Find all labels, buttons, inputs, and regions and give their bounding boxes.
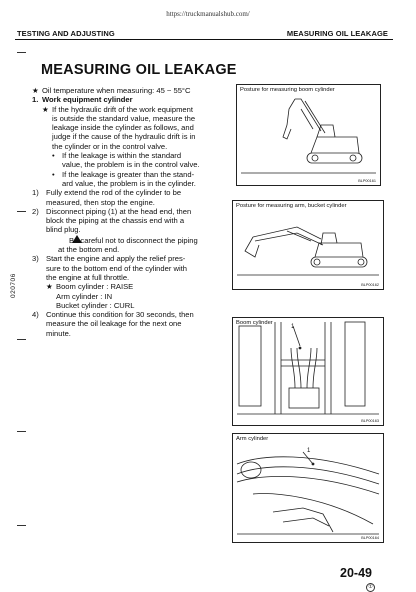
figure-title: Arm cylinder [236, 436, 269, 442]
text-line [32, 114, 224, 123]
line-text: sure to the bottom end of the cylinder with [46, 263, 187, 273]
figure-title: Posture for measuring boom cylinder [240, 87, 335, 93]
figure-code: BLP00163 [361, 419, 379, 423]
header-rule [15, 39, 393, 40]
text-line [32, 151, 224, 160]
text-line [32, 160, 224, 169]
text-line [32, 245, 224, 254]
line-text: Arm cylinder : IN [56, 291, 113, 301]
list-marker: 2) [32, 206, 39, 216]
figure-title: Boom cylinder [236, 320, 273, 326]
margin-mark [17, 52, 26, 53]
line-text: If the leakage is within the standard [62, 151, 182, 161]
figure-boom-cylinder [232, 317, 384, 426]
text-line [32, 310, 224, 319]
text-line [32, 207, 224, 216]
text-line [32, 282, 224, 291]
line-text: If the hydraulic drift of the work equipment [52, 104, 193, 114]
text-line [32, 301, 224, 310]
line-text: value, the problem is in the control valve. [62, 160, 200, 170]
line-text: minute. [46, 328, 71, 338]
procedure-text [32, 86, 224, 338]
margin-mark [17, 339, 26, 340]
callout-dot [299, 347, 302, 350]
text-line [32, 170, 224, 179]
figure-arm-bucket-posture [232, 200, 384, 290]
warning-icon [72, 235, 82, 243]
margin-mark [17, 431, 26, 432]
figure-boom-posture [236, 84, 381, 186]
text-line [32, 142, 224, 151]
text-line [32, 95, 224, 104]
text-line [32, 188, 224, 197]
text-line [32, 273, 224, 282]
list-marker: ★ [32, 86, 39, 95]
header-section: TESTING AND ADJUSTING [17, 29, 115, 38]
line-text: ard value, the problem is in the cylinder. [62, 178, 196, 188]
callout-dot [312, 463, 315, 466]
text-line [32, 179, 224, 188]
text-line [32, 225, 224, 234]
line-text: at the bottom end. [58, 245, 120, 255]
source-url[interactable]: https://truckmanualshub.com/ [166, 10, 250, 18]
page-title: MEASURING OIL LEAKAGE [41, 62, 237, 78]
text-line [32, 132, 224, 141]
line-text: blind plug. [46, 225, 81, 235]
list-marker: 1) [32, 188, 39, 198]
line-text: measured, then stop the engine. [46, 197, 155, 207]
list-marker: • [52, 169, 55, 179]
figure-arm-cylinder [232, 433, 384, 543]
text-line [32, 235, 224, 245]
list-marker: ★ [42, 104, 49, 114]
line-text: the engine at full throttle. [46, 272, 130, 282]
boom-cylinder-piping-drawing [233, 318, 383, 425]
callout-number: 1 [307, 448, 311, 454]
line-text: Oil temperature when measuring: 45 ~ 55°C [42, 86, 191, 95]
text-line [32, 264, 224, 273]
line-text: Bucket cylinder : CURL [56, 300, 135, 310]
list-marker: 1. [32, 95, 39, 105]
text-line [32, 105, 224, 114]
figure-title: Posture for measuring arm, bucket cylinder [236, 203, 347, 209]
line-text: judge if the cause of the hydraulic drift is in [52, 132, 196, 142]
figure-code: BLP00162 [361, 283, 379, 287]
callout-number: 1 [291, 324, 295, 330]
text-line [32, 86, 224, 95]
text-line [32, 123, 224, 132]
margin-mark [17, 211, 26, 212]
line-text: Disconnect piping (1) at the head end, then [46, 206, 192, 216]
line-text: Work equipment cylinder [42, 95, 133, 105]
margin-mark [17, 525, 26, 526]
excavator-boom-raised-drawing [237, 85, 380, 185]
line-text: measure the oil leakage for the next one [46, 319, 182, 329]
line-text: Continue this condition for 30 seconds, then [46, 310, 194, 320]
page-number: 20-49 [340, 566, 372, 580]
list-marker: • [52, 151, 55, 161]
text-line [32, 292, 224, 301]
figure-code: BLP00164 [361, 536, 379, 540]
line-text: If the leakage is greater than the stand- [62, 169, 195, 179]
header-topic: MEASURING OIL LEAKAGE [286, 29, 388, 38]
text-line [32, 319, 224, 328]
text-line [32, 254, 224, 263]
text-line [32, 329, 224, 338]
list-marker: ★ [46, 282, 53, 292]
line-text: leakage inside the cylinder as follows, and [52, 123, 194, 133]
line-text: is outside the standard value, measure the [52, 113, 196, 123]
list-marker: 4) [32, 310, 39, 320]
side-code: 020706 [10, 273, 17, 298]
text-line [32, 198, 224, 207]
line-text: the cylinder or in the control valve. [52, 141, 168, 151]
text-line [32, 216, 224, 225]
figure-code: BLP00161 [358, 179, 376, 183]
list-marker: 3) [32, 254, 39, 264]
excavator-arm-extended-drawing [233, 201, 383, 289]
page-revision-mark: ① [366, 583, 375, 592]
line-text: block the piping at the chassis end with a [46, 216, 185, 226]
line-text: Be careful not to disconnect the piping [69, 235, 198, 245]
line-text: Boom cylinder : RAISE [56, 282, 134, 292]
line-text: Start the engine and apply the relief pres- [46, 254, 186, 264]
line-text: Fully extend the rod of the cylinder to be [46, 188, 182, 198]
